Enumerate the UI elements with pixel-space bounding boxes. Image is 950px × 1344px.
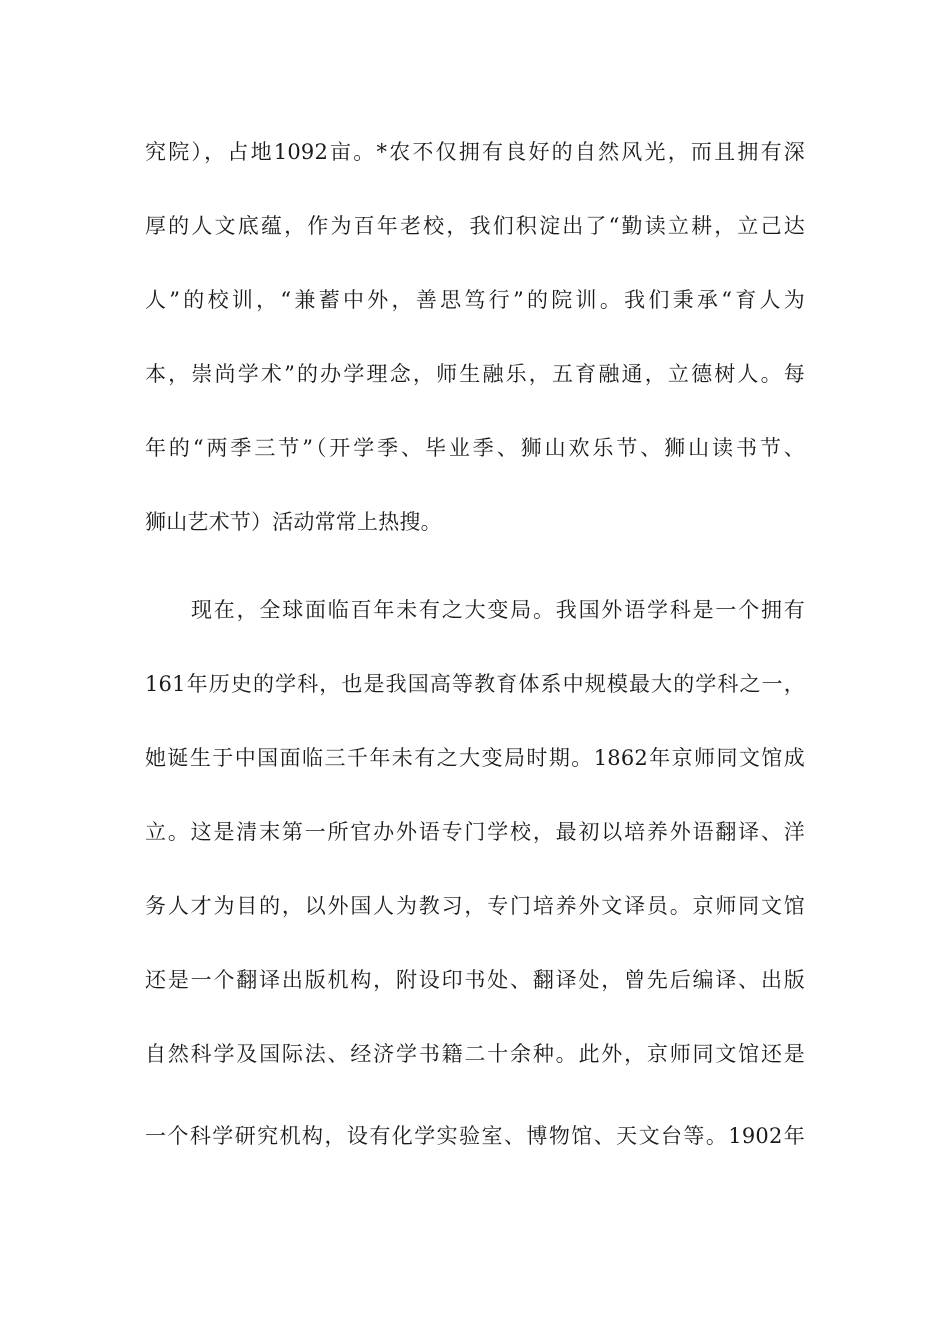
paragraph-line: 她诞生于中国面临三千年未有之大变局时期。1862年京师同文馆成 <box>145 746 805 770</box>
paragraph-line: 一个科学研究机构，设有化学实验室、博物馆、天文台等。1902年 <box>145 1124 805 1148</box>
paragraph-line: 还是一个翻译出版机构，附设印书处、翻译处，曾先后编译、出版 <box>145 968 805 992</box>
paragraph-line: 人”的校训，“兼蓄中外，善思笃行”的院训。我们秉承“育人为 <box>145 288 805 312</box>
paragraph-line: 立。这是清末第一所官办外语专门学校，最初以培养外语翻译、洋 <box>145 820 805 844</box>
paragraph-line: 究院），占地1092亩。*农不仅拥有良好的自然风光，而且拥有深 <box>145 140 805 164</box>
paragraph-line: 厚的人文底蕴，作为百年老校，我们积淀出了“勤读立耕，立己达 <box>145 214 805 238</box>
paragraph-line: 161年历史的学科，也是我国高等教育体系中规模最大的学科之一， <box>145 672 805 696</box>
paragraph-line: 本，崇尚学术”的办学理念，师生融乐，五育融通，立德树人。每 <box>145 362 805 386</box>
paragraph-line: 现在，全球面临百年未有之大变局。我国外语学科是一个拥有 <box>191 598 805 622</box>
paragraph-line: 狮山艺术节）活动常常上热搜。 <box>145 510 442 534</box>
paragraph-line: 务人才为目的，以外国人为教习，专门培养外文译员。京师同文馆 <box>145 894 805 918</box>
paragraph-line: 年的“两季三节”（开学季、毕业季、狮山欢乐节、狮山读书节、 <box>145 436 805 460</box>
paragraph-line: 自然科学及国际法、经济学书籍二十余种。此外，京师同文馆还是 <box>145 1042 805 1066</box>
